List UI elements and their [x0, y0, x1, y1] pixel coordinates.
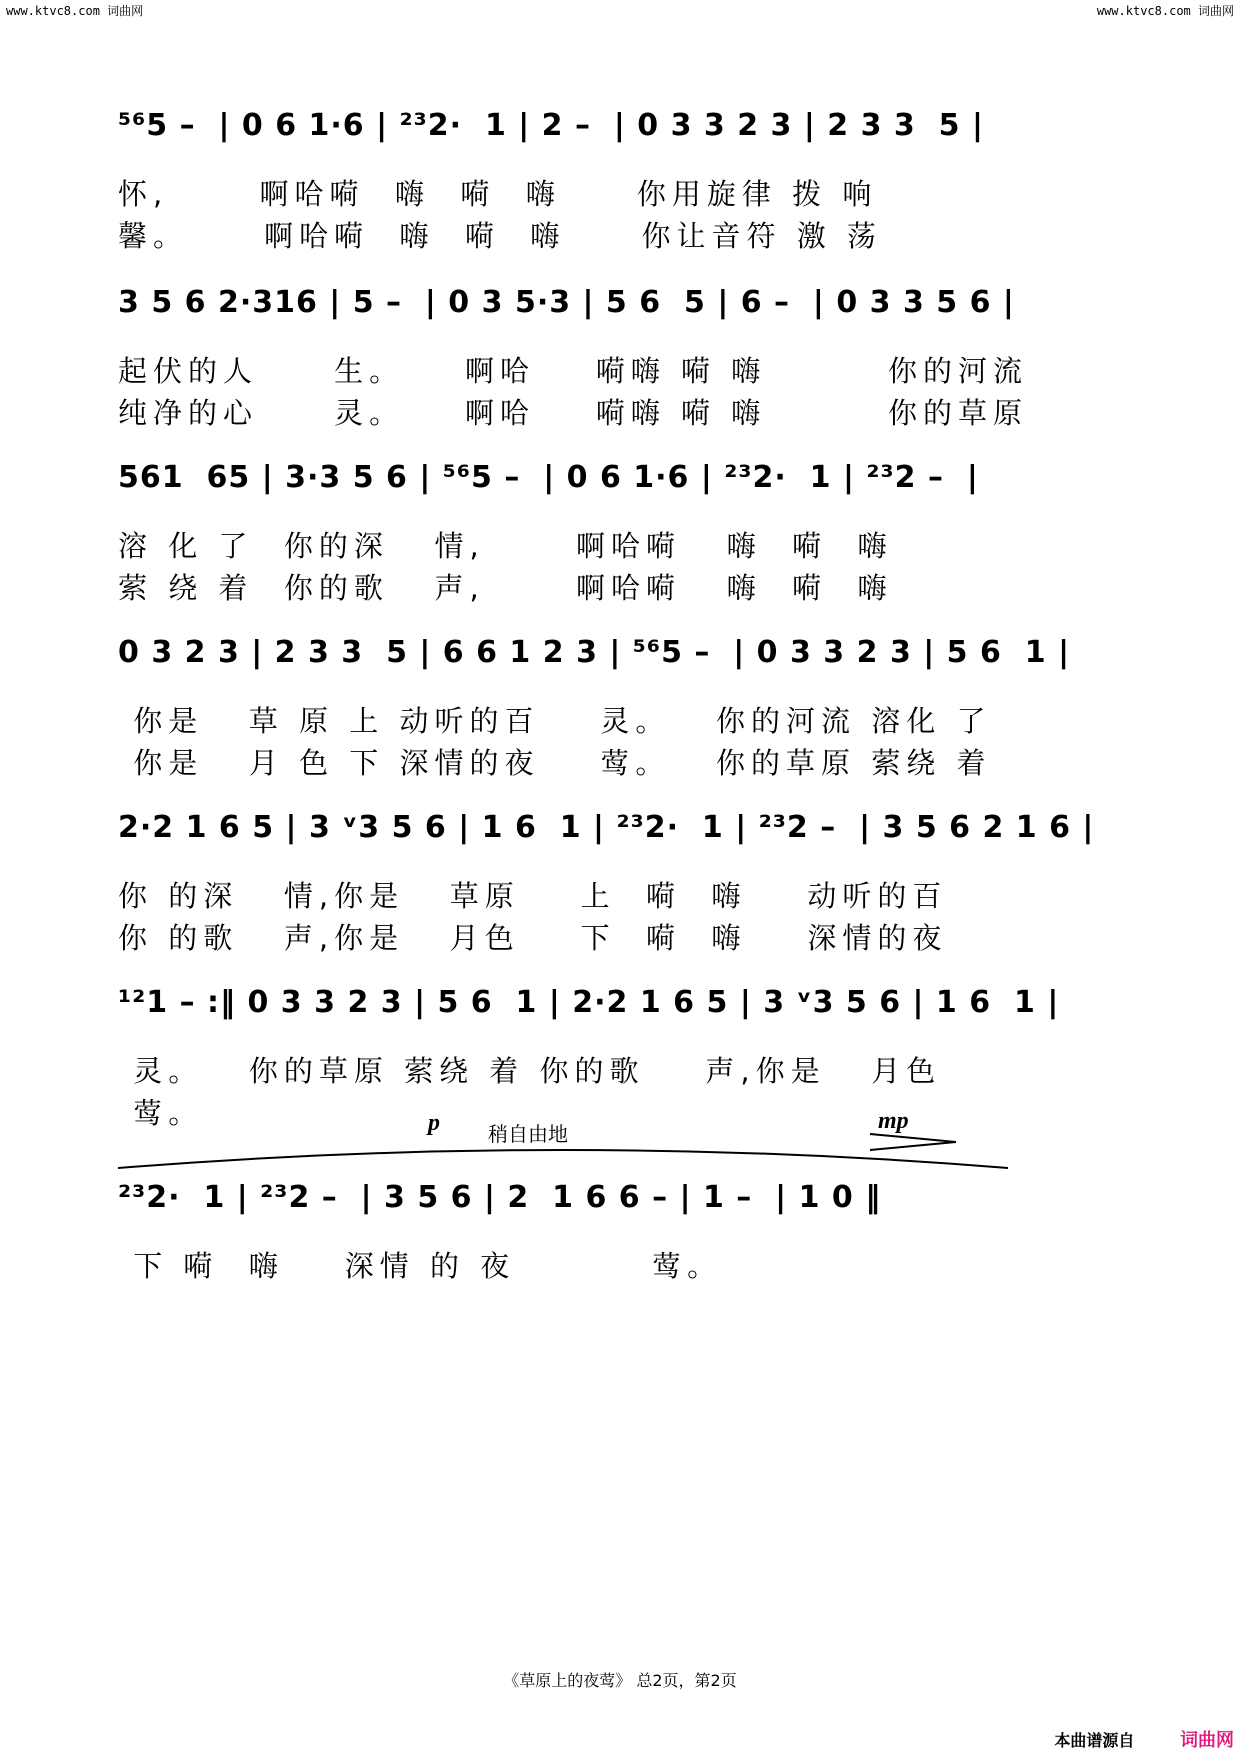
- expression-marking: 稍自由地: [488, 1122, 568, 1146]
- lyric-verse-2: 你是 月 色 下 深情的夜 莺。 你的草原 萦绕 着: [118, 746, 992, 780]
- lyric-verse-1: 你 的深 情,你是 草原 上 嗬 嗨 动听的百: [118, 879, 948, 913]
- notation-line: ¹²1 – :‖ 0 3 3 2 3 | 5 6 1 | 2·2 1 6 5 | 3 ᵛ3 5 6 | 1 6 1 |: [118, 985, 1060, 1020]
- notation-line: ⁵⁶5 – | 0 6 1·6 | ²³2· 1 | 2 – | 0 3 3 2 3 | 2 3 3 5 |: [118, 108, 984, 143]
- source-credit: [1054, 1726, 1234, 1752]
- lyric-verse-1: 你是 草 原 上 动听的百 灵。 你的河流 溶化 了: [118, 704, 992, 738]
- lyric-verse-1: 溶 化 了 你的深 情, 啊哈嗬 嗨 嗬 嗨: [118, 529, 893, 563]
- brand-logo: 词曲网: [1180, 1730, 1234, 1751]
- system-4: [118, 635, 1128, 780]
- site-header-left: www.ktvc8.com 词曲网: [6, 4, 144, 18]
- lyric-verse-1: 怀, 啊哈嗬 嗨 嗬 嗨 你用旋律 拨 响: [118, 177, 878, 211]
- dynamic-mezzo-piano: mp: [878, 1108, 909, 1134]
- notation-line: 2·2 1 6 5 | 3 ᵛ3 5 6 | 1 6 1 | ²³2· 1 | ²³2 – | 3 5 6 2 1 6 |: [118, 810, 1095, 845]
- notation-line: 561 65 | 3·3 5 6 | ⁵⁶5 – | 0 6 1·6 | ²³2· 1 | ²³2 – |: [118, 460, 979, 495]
- source-label: 本曲谱源自: [1054, 1731, 1135, 1750]
- system-5: [118, 810, 1128, 955]
- page-footer: 《草原上的夜莺》 总2页，第2页: [503, 1671, 737, 1690]
- phrase-slur-long: [118, 1142, 1018, 1172]
- lyric-verse-2: 纯净的心 灵。 啊哈 嗬嗨 嗬 嗨 你的草原: [118, 396, 1029, 430]
- dynamic-piano: p: [428, 1110, 440, 1136]
- system-2: [118, 285, 1128, 430]
- lyric-verse-2: 萦 绕 着 你的歌 声, 啊哈嗬 嗨 嗬 嗨: [118, 571, 893, 605]
- lyric-verse-1: 下 嗬 嗨 深情 的 夜 莺。: [118, 1249, 723, 1283]
- lyric-verse-2: 馨。 啊哈嗬 嗨 嗬 嗨 你让音符 激 荡: [118, 219, 882, 253]
- notation-line: ²³2· 1 | ²³2 – | 3 5 6 | 2 1 6 6 – | 1 – | 1 0 ‖: [118, 1180, 882, 1215]
- notation-line: 3 5 6 2·316 | 5 – | 0 3 5·3 | 5 6 5 | 6 – | 0 3 3 5 6 |: [118, 285, 1015, 320]
- lyric-verse-2: 你 的歌 声,你是 月色 下 嗬 嗨 深情的夜: [118, 921, 948, 955]
- lyric-verse-2: 莺。: [118, 1096, 204, 1130]
- system-3: [118, 460, 1128, 605]
- system-1: [118, 108, 1128, 253]
- site-header-right: www.ktvc8.com 词曲网: [1096, 4, 1234, 18]
- lyric-verse-1: 灵。 你的草原 萦绕 着 你的歌 声,你是 月色: [118, 1054, 942, 1088]
- notation-line: 0 3 2 3 | 2 3 3 5 | 6 6 1 2 3 | ⁵⁶5 – | 0 3 3 2 3 | 5 6 1 |: [118, 635, 1071, 670]
- lyric-verse-1: 起伏的人 生。 啊哈 嗬嗨 嗬 嗨 你的河流: [118, 354, 1029, 388]
- system-7: [118, 1180, 1128, 1283]
